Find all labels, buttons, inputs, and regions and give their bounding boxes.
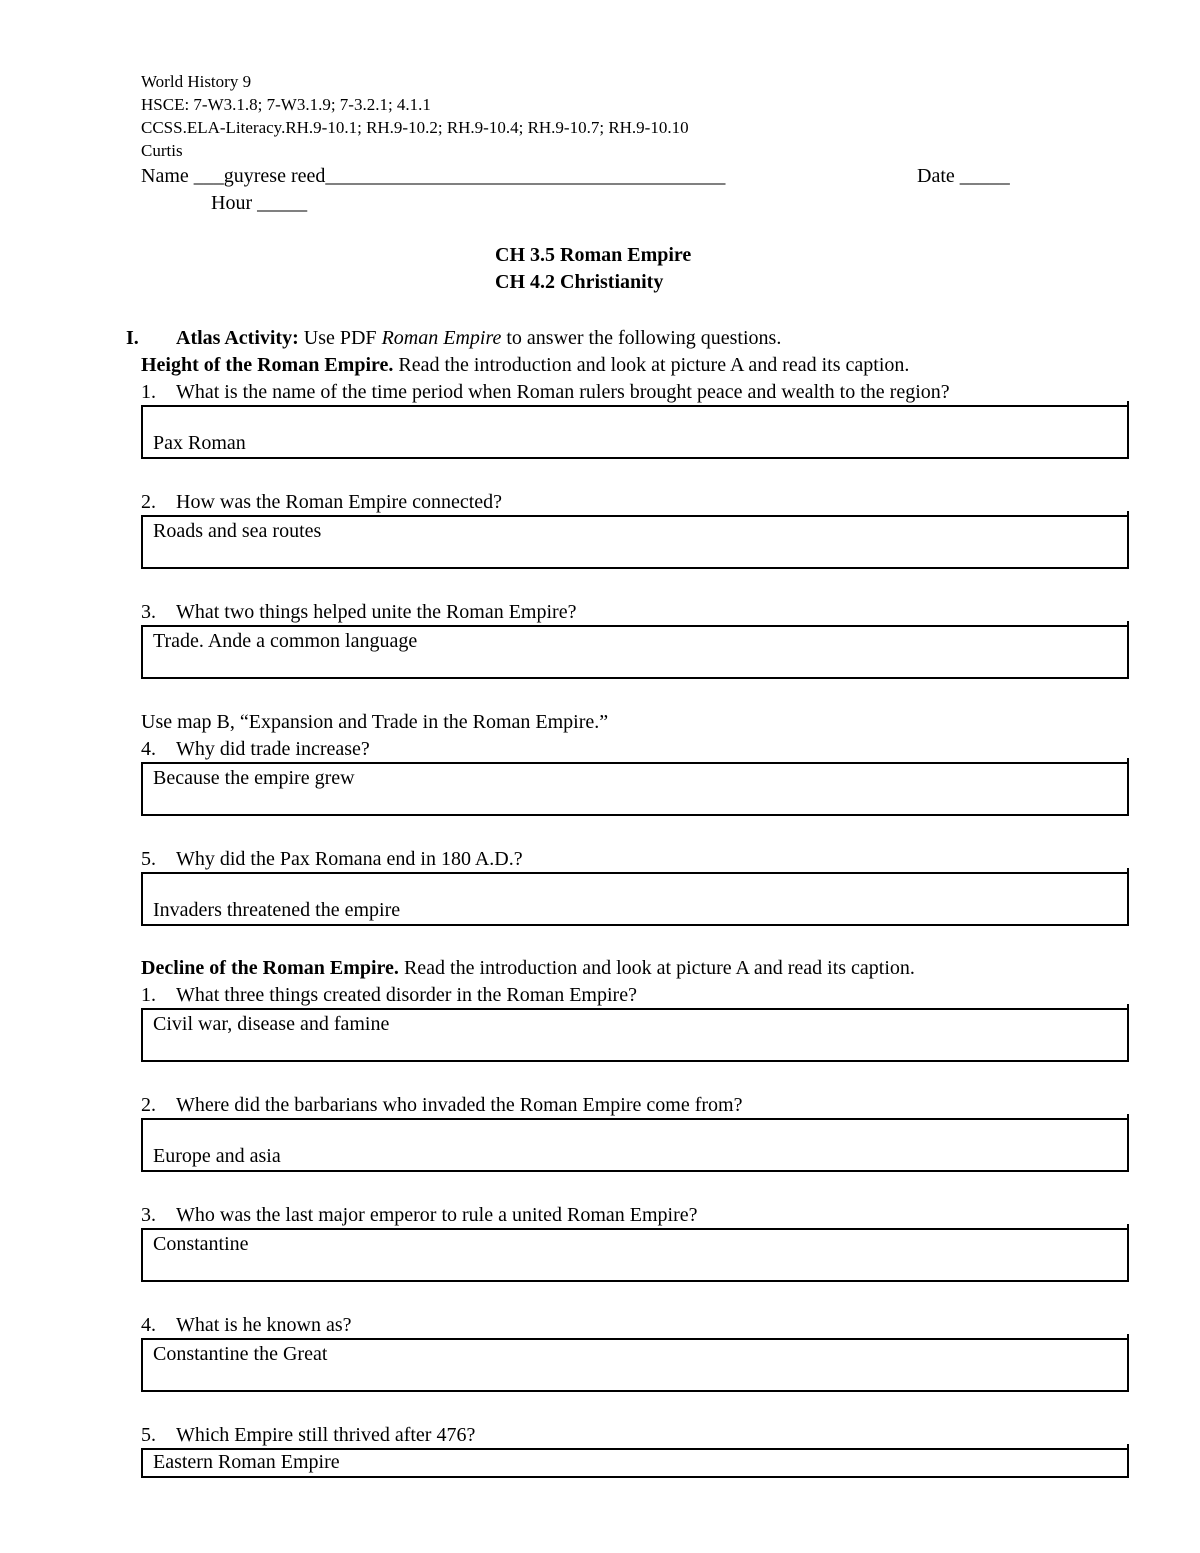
answer-box[interactable] [141, 515, 1129, 569]
answer-box[interactable] [141, 1228, 1129, 1282]
answer-box[interactable] [141, 872, 1129, 926]
part-decline-title: Decline of the Roman Empire. [141, 957, 399, 979]
answer-box[interactable] [141, 625, 1129, 679]
question: 5. Why did the Pax Romana end in 180 A.D.? [141, 848, 523, 870]
answer-text: Constantine the Great [153, 1343, 328, 1365]
question: 2. Where did the barbarians who invaded the Roman Empire come from? [141, 1094, 743, 1116]
part-decline-heading [141, 956, 915, 980]
answer-text: Civil war, disease and famine [153, 1013, 390, 1035]
question: 4. Why did trade increase? [141, 738, 370, 760]
answer-text: Because the empire grew [153, 767, 355, 789]
answer-text: Trade. Ande a common language [153, 630, 418, 652]
section-numeral: I. [126, 327, 139, 349]
section-text-post: to answer the following questions. [501, 327, 782, 349]
part-height-heading [141, 353, 909, 377]
title-roman-empire: CH 3.5 Roman Empire [495, 244, 692, 266]
pdf-name: Roman Empire [381, 327, 502, 349]
answer-box[interactable] [141, 1338, 1129, 1392]
section-heading [126, 326, 781, 350]
answer-box[interactable] [141, 1008, 1129, 1062]
answer-box[interactable] [141, 405, 1129, 459]
ccss-standards: CCSS.ELA-Literacy.RH.9-10.1; RH.9-10.2; RH.9-10.4; RH.9-10.7; RH.9-10.10 [141, 118, 689, 137]
question: 5. Which Empire still thrived after 476? [141, 1424, 476, 1446]
part-height-intro: Read the introduction and look at picture A and read its caption. [393, 354, 910, 376]
title-christianity: CH 4.2 Christianity [495, 271, 664, 293]
answer-text: Eastern Roman Empire [153, 1451, 340, 1473]
question: 1. What is the name of the time period when Roman rulers brought peace and wealth to the region? [141, 381, 950, 403]
question: 1. What three things created disorder in the Roman Empire? [141, 984, 637, 1006]
hsce-standards: HSCE: 7-W3.1.8; 7-W3.1.9; 7-3.2.1; 4.1.1 [141, 95, 431, 114]
answer-text: Europe and asia [153, 1145, 281, 1167]
map-note: Use map B, “Expansion and Trade in the Roman Empire.” [141, 711, 609, 733]
part-decline-intro: Read the introduction and look at picture A and read its caption. [398, 957, 915, 979]
answer-box[interactable] [141, 1118, 1129, 1172]
name-field[interactable]: Name ___guyrese reed________________________________________ [141, 165, 726, 187]
question: 3. What two things helped unite the Roman Empire? [141, 601, 577, 623]
course-name: World History 9 [141, 72, 252, 91]
answer-text: Constantine [153, 1233, 249, 1255]
answer-text: Invaders threatened the empire [153, 899, 401, 921]
answer-box[interactable] [141, 1448, 1129, 1478]
answer-text: Pax Roman [153, 432, 246, 454]
part-height-title: Height of the Roman Empire. [141, 354, 394, 376]
answer-box[interactable] [141, 762, 1129, 816]
date-field[interactable]: Date _____ [917, 165, 1010, 187]
section-label: Atlas Activity: [176, 327, 299, 349]
question: 2. How was the Roman Empire connected? [141, 491, 503, 513]
question: 3. Who was the last major emperor to rule a united Roman Empire? [141, 1204, 698, 1226]
teacher-name: Curtis [141, 141, 183, 160]
section-text-pre: Use PDF [298, 327, 382, 349]
hour-field[interactable]: Hour _____ [211, 192, 308, 214]
answer-text: Roads and sea routes [153, 520, 322, 542]
question: 4. What is he known as? [141, 1314, 352, 1336]
